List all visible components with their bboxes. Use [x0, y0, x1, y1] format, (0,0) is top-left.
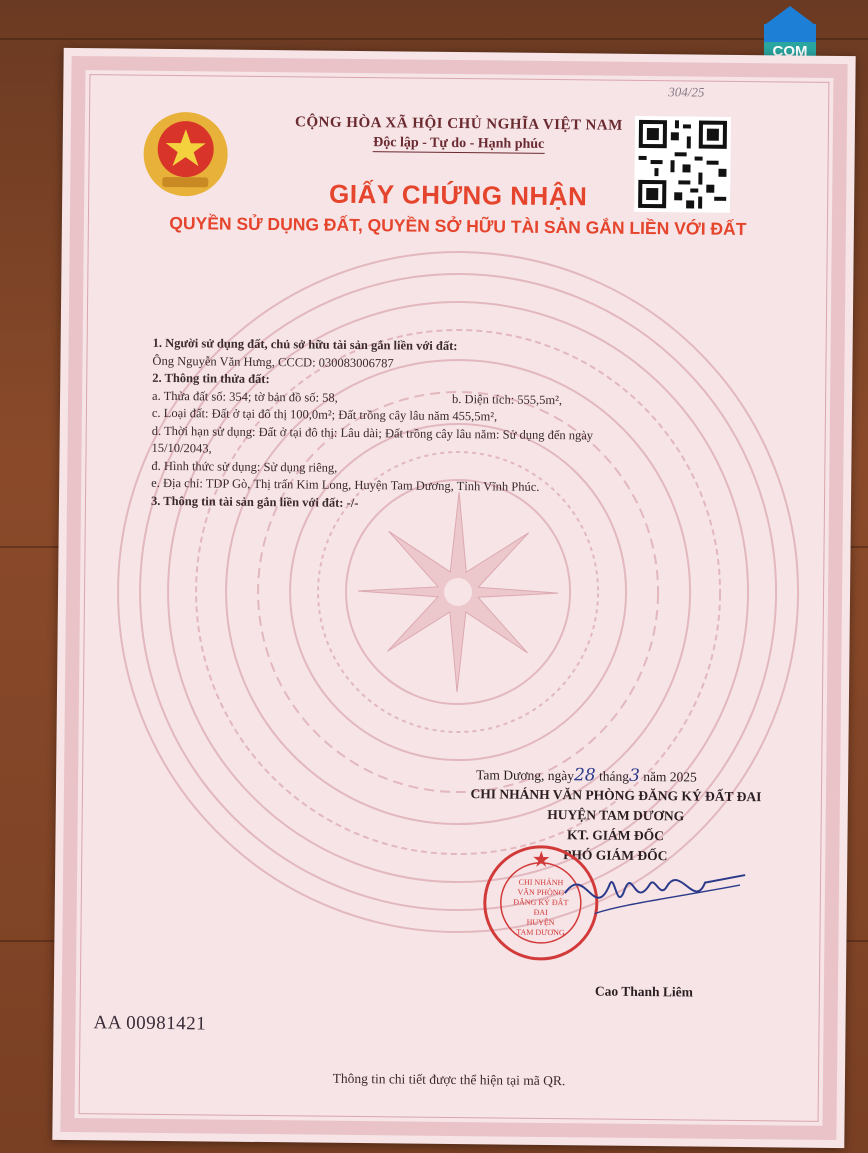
- document-subtitle: QUYỀN SỬ DỤNG ĐẤT, QUYỀN SỞ HỮU TÀI SẢN GẮN LIỀN VỚI ĐẤT: [169, 212, 747, 240]
- director-title: KT. GIÁM ĐỐC: [567, 827, 665, 844]
- parcel-area: b. Diện tích: 555,5m²,: [452, 391, 563, 407]
- issue-place-date: [476, 764, 796, 787]
- site-logo[interactable]: [760, 6, 820, 62]
- section1-heading: 1. Người sử dụng đất, chủ sở hữu tài sản gắn liền với đất:: [152, 335, 458, 354]
- parcel-address: e. Địa chỉ: TDP Gò, Thị trấn Kim Long, Huyện Tam Dương, Tỉnh Vĩnh Phúc.: [151, 475, 540, 494]
- handwritten-signature: [554, 853, 755, 935]
- certificate-serial: AA 00981421: [93, 1012, 207, 1035]
- land-type: c. Loại đất: Đất ở tại đô thị 100,0m²; Đất trồng cây lâu năm 455,5m²,: [151, 405, 498, 424]
- qr-footer-note: Thông tin chi tiết được thể hiện tại mã QR.: [332, 1070, 566, 1089]
- usage-form: đ. Hình thức sử dụng: Sử dụng riêng,: [151, 458, 338, 475]
- office-district: HUYỆN TAM DƯƠNG: [547, 806, 685, 824]
- stamp-line-6: TAM DƯƠNG: [516, 927, 565, 938]
- issue-day: 28: [573, 765, 596, 786]
- stamp-line-3: ĐĂNG KÝ ĐẤT: [513, 897, 569, 908]
- stamp-line-4: ĐAI: [533, 907, 548, 917]
- office-name: CHI NHÁNH VĂN PHÒNG ĐĂNG KÝ ĐẤT ĐAI: [470, 786, 762, 805]
- republic-header: CỘNG HÒA XÃ HỘI CHỦ NGHĨA VIỆT NAM: [295, 114, 623, 134]
- deputy-director-title: PHÓ GIÁM ĐỐC: [563, 847, 668, 864]
- house-icon: [766, 6, 814, 24]
- logo-text: COM: [764, 42, 816, 62]
- year-label: năm 2025: [643, 768, 697, 785]
- place-prefix: Tam Dương, ngày: [476, 767, 575, 784]
- wood-grain: [0, 38, 868, 40]
- month-label: tháng: [598, 768, 630, 784]
- motto-text: Độc lập - Tự do - Hạnh phúc: [373, 135, 545, 152]
- certificate-body: [151, 335, 733, 516]
- logo-block: [764, 24, 816, 42]
- signer-name: Cao Thanh Liêm: [594, 983, 693, 1000]
- parcel-number: a. Thửa đất số: 354; tờ bản đồ số: 58,: [152, 388, 338, 405]
- usage-term: d. Thời hạn sử dụng: Đất ở tại đô thị: Lâu dài; Đất trồng cây lâu năm: Sử dụng đến ngày: [151, 423, 594, 442]
- document-title: GIẤY CHỨNG NHẬN: [328, 178, 588, 212]
- handwritten-reference: 304/25: [668, 84, 705, 100]
- owner-line: Ông Nguyễn Văn Hưng, CCCD: 030083006787: [152, 353, 394, 370]
- certificate-paper: [52, 48, 855, 1148]
- stamp-line-5: HUYỆN: [526, 917, 555, 928]
- issue-month: 3: [628, 765, 640, 786]
- section2-heading: 2. Thông tin thửa đất:: [152, 370, 270, 387]
- section3-heading: 3. Thông tin tài sản gắn liền với đất: -/-: [150, 493, 359, 510]
- stamp-line-2: VĂN PHÒNG: [517, 887, 565, 898]
- usage-term-date: 15/10/2043,: [151, 440, 212, 456]
- stamp-line-1: CHI NHÁNH: [518, 877, 564, 888]
